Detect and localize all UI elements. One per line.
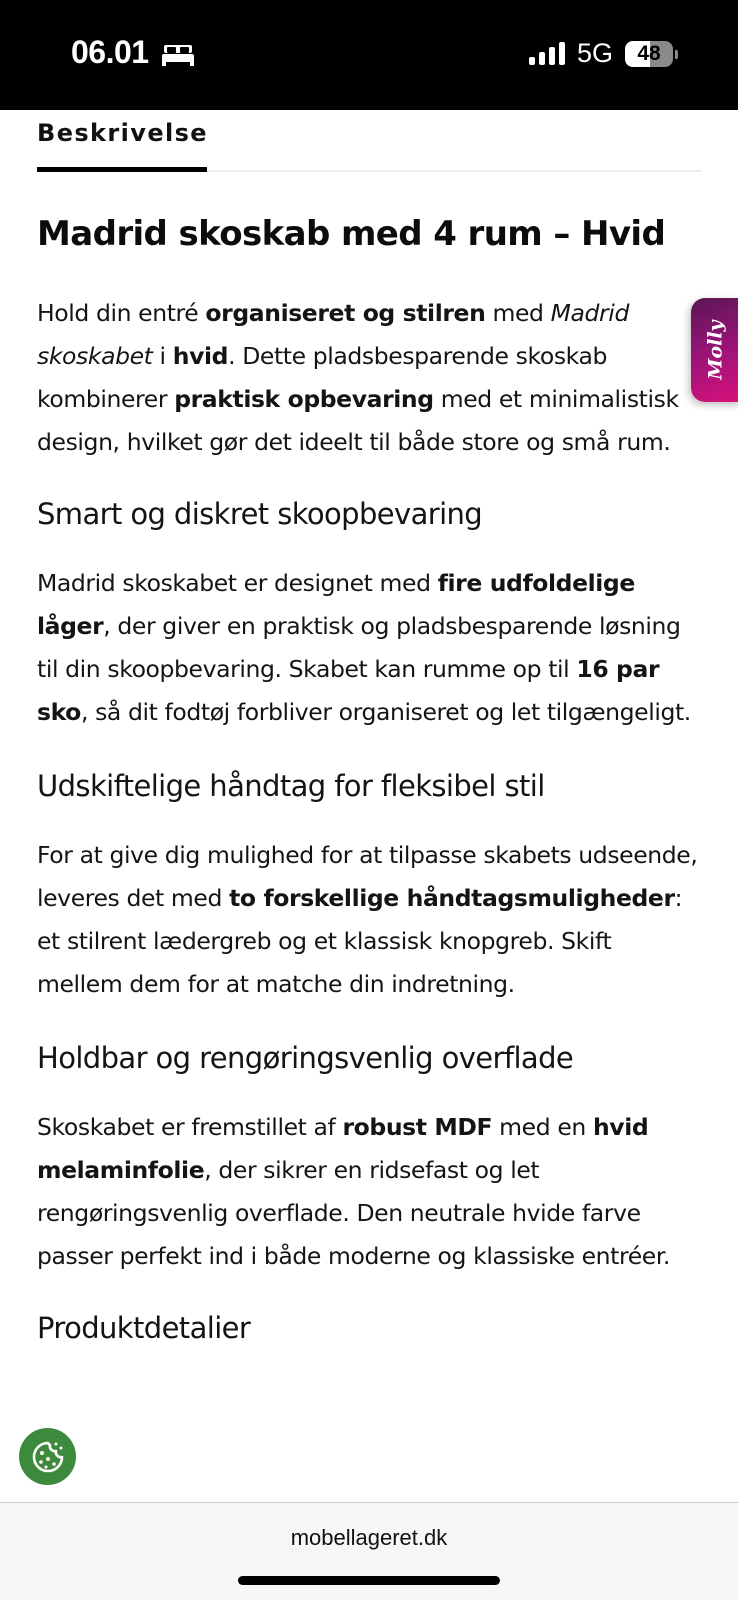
bold-text: hvid melaminfolie bbox=[37, 1113, 649, 1184]
text-run: med et minimalistisk design, hvilket gør det ideelt til både store og små rum. bbox=[37, 385, 679, 456]
text-run: Skoskabet er fremstillet af bbox=[37, 1113, 343, 1141]
status-time: 06.01 bbox=[71, 34, 149, 70]
molly-chat-button[interactable] bbox=[691, 298, 738, 402]
text-run: i bbox=[152, 342, 173, 370]
italic-text: Madrid skoskabet bbox=[37, 299, 629, 370]
home-indicator[interactable] bbox=[238, 1576, 500, 1585]
battery-percent: 48 bbox=[637, 42, 661, 65]
molly-label: Molly bbox=[705, 320, 727, 380]
bold-text: robust MDF bbox=[342, 1113, 493, 1141]
text-run: For at give dig mulighed for at tilpasse skabets udseende, leveres det med bbox=[37, 841, 698, 912]
bold-text: 16 par sko bbox=[37, 655, 660, 726]
text-run: : et stilrent lædergreb og et klassisk knopgreb. Skift mellem dem for at matche din indretning. bbox=[37, 884, 683, 998]
browser-bottom-bar bbox=[0, 1502, 738, 1600]
tab-beskrivelse[interactable]: Beskrivelse bbox=[37, 119, 208, 147]
section-paragraph bbox=[37, 562, 701, 734]
text-run: med bbox=[485, 299, 551, 327]
text-run: Hold din entré bbox=[37, 299, 206, 327]
bold-text: hvid bbox=[172, 342, 229, 370]
product-description bbox=[37, 200, 701, 1348]
bold-text: organiseret og stilren bbox=[205, 299, 486, 327]
battery-nub bbox=[675, 50, 678, 59]
signal-bars-icon bbox=[529, 42, 565, 66]
section-heading: Udskiftelige håndtag for fleksibel stil bbox=[37, 769, 545, 803]
section-paragraph bbox=[37, 834, 701, 1006]
product-title: Madrid skoskab med 4 rum – Hvid bbox=[37, 214, 666, 254]
bold-text: to forskellige håndtagsmuligheder bbox=[229, 884, 675, 912]
cookie-settings-button[interactable] bbox=[19, 1428, 76, 1485]
text-run: , der giver en praktisk og pladsbesparende løsning til din skoopbevaring. Skabet kan rumme op til bbox=[37, 612, 681, 683]
network-type: 5G bbox=[577, 38, 614, 68]
bold-text: praktisk opbevaring bbox=[174, 385, 434, 413]
section-heading: Smart og diskret skoopbevaring bbox=[37, 497, 483, 531]
bold-text: fire udfoldelige låger bbox=[37, 569, 635, 640]
text-run: . Dette pladsbesparende skoskab kombinerer bbox=[37, 342, 607, 413]
bed-icon bbox=[161, 43, 195, 67]
status-bar bbox=[0, 0, 738, 110]
section-heading: Produktdetalier bbox=[37, 1311, 251, 1345]
text-run: , der sikrer en ridsefast og let rengøringsvenlig overflade. Den neutrale hvide farve passer perfekt ind i både moderne og klassiske entréer. bbox=[37, 1156, 671, 1270]
section-paragraph bbox=[37, 1106, 701, 1278]
text-run: , så dit fodtøj forbliver organiseret og let tilgængeligt. bbox=[80, 698, 691, 726]
battery-icon bbox=[625, 41, 673, 67]
tab-bar bbox=[37, 110, 701, 174]
section-heading: Holdbar og rengøringsvenlig overflade bbox=[37, 1041, 574, 1075]
text-run: Madrid skoskabet er designet med bbox=[37, 569, 438, 597]
active-tab-indicator bbox=[37, 167, 207, 172]
intro-paragraph bbox=[37, 292, 701, 464]
text-run: med en bbox=[492, 1113, 593, 1141]
address-bar-url[interactable]: mobellageret.dk bbox=[290, 1525, 448, 1550]
cookie-icon bbox=[30, 1439, 66, 1475]
